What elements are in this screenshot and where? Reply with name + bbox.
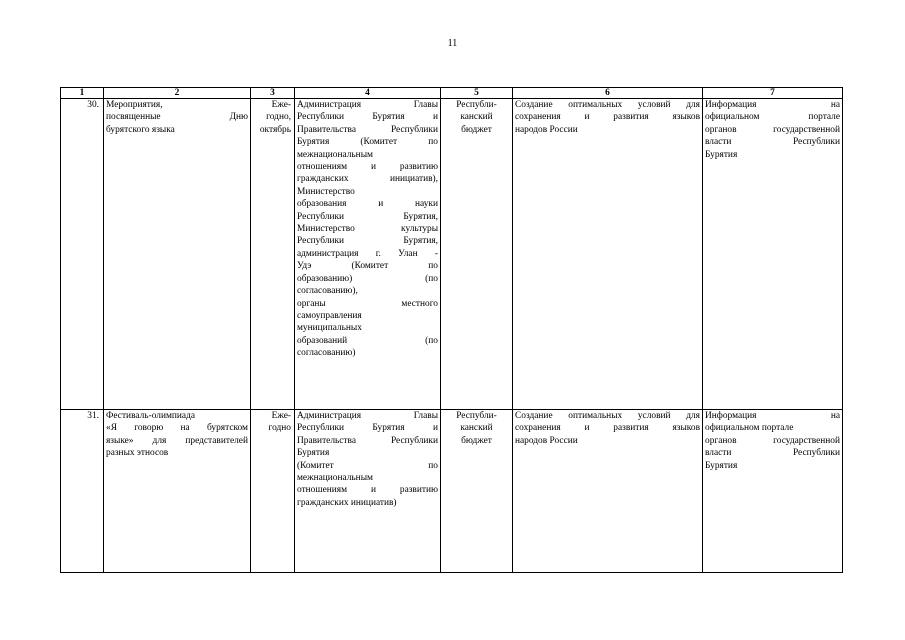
executors-line: Администрация Главы bbox=[297, 100, 438, 110]
executors-line: Удэ (Комитет по bbox=[297, 261, 438, 272]
executors-line: гражданских инициатив) bbox=[297, 497, 397, 508]
info-cell bbox=[703, 410, 843, 573]
funding-line: канский bbox=[460, 423, 493, 434]
event-line: Мероприятия, bbox=[106, 100, 163, 110]
executors-line: согласованию), bbox=[297, 286, 358, 297]
executors-line: Республики Бурятия и bbox=[297, 423, 438, 434]
column-header: 5 bbox=[441, 88, 513, 99]
executors-line: Правительства Республики bbox=[297, 435, 438, 446]
period-cell bbox=[251, 99, 295, 410]
measures-table bbox=[60, 87, 843, 573]
executors-line: отношениям и развитию bbox=[297, 162, 438, 173]
event-line: «Я говорю на бурятском bbox=[106, 423, 248, 434]
executors-line: согласованию) bbox=[297, 348, 356, 359]
event-line: Фестиваль-олимпиада bbox=[106, 411, 196, 421]
executors-line: образования и науки bbox=[297, 199, 438, 210]
info-cell bbox=[703, 99, 843, 410]
table-row bbox=[61, 410, 843, 573]
goal-line: народов России bbox=[515, 124, 578, 135]
executors-line: муниципальных bbox=[297, 323, 362, 334]
executors-line: межнациональным bbox=[297, 149, 373, 160]
goal-line: народов России bbox=[515, 435, 578, 446]
period-line: годно, bbox=[266, 112, 291, 123]
funding-line: бюджет bbox=[461, 124, 492, 135]
executors-line: отношениям и развитию bbox=[297, 485, 438, 496]
executors-line: Министерство bbox=[297, 186, 355, 197]
period-line: годно bbox=[268, 423, 291, 434]
goal-line: сохранения и развития языков bbox=[515, 423, 700, 434]
executors-line: самоуправления bbox=[297, 310, 362, 321]
event-line: посвященные Дню bbox=[106, 112, 248, 123]
funding-source-cell bbox=[441, 99, 513, 410]
info-line: Информация на bbox=[705, 100, 840, 110]
row-number-cell: 30. bbox=[61, 99, 104, 410]
info-line: Бурятия bbox=[705, 460, 738, 471]
info-line: официальном портале bbox=[705, 112, 840, 123]
executors-line: образованию) (по bbox=[297, 273, 438, 284]
event-cell bbox=[104, 99, 251, 410]
funding-line: Республи- bbox=[456, 411, 497, 421]
info-line: Информация на bbox=[705, 411, 840, 421]
info-line: власти Республики bbox=[705, 448, 840, 459]
header-row bbox=[61, 88, 843, 99]
executors-line: органы местного bbox=[297, 298, 438, 309]
executors-line: Бурятия (Комитет по bbox=[297, 137, 438, 148]
column-header: 1 bbox=[61, 88, 104, 99]
goal-line: сохранения и развития языков bbox=[515, 112, 700, 123]
info-line: официальном портале bbox=[705, 423, 794, 434]
funding-line: Республи- bbox=[456, 100, 497, 110]
period-line: Еже- bbox=[271, 100, 291, 110]
info-line: власти Республики bbox=[705, 137, 840, 148]
column-header: 3 bbox=[251, 88, 295, 99]
executors-cell bbox=[295, 410, 441, 573]
column-header: 6 bbox=[513, 88, 703, 99]
executors-line: Республики Бурятия, bbox=[297, 236, 438, 247]
period-line: Еже- bbox=[271, 411, 291, 421]
goal-cell bbox=[513, 410, 703, 573]
info-line: органов государственной bbox=[705, 124, 840, 135]
column-header: 4 bbox=[295, 88, 441, 99]
event-line: языке» для представителей bbox=[106, 435, 248, 446]
goal-line: Создание оптимальных условий для bbox=[515, 100, 700, 110]
executors-cell bbox=[295, 99, 441, 410]
event-line: бурятского языка bbox=[106, 124, 175, 135]
goal-cell bbox=[513, 99, 703, 410]
page-number: 11 bbox=[447, 38, 458, 49]
executors-line: гражданских инициатив), bbox=[297, 174, 438, 185]
executors-line: Республики Бурятия, bbox=[297, 211, 438, 222]
executors-line: Министерство культуры bbox=[297, 224, 438, 235]
period-line: октябрь bbox=[259, 124, 291, 135]
event-cell bbox=[104, 410, 251, 573]
executors-line: межнациональным bbox=[297, 473, 373, 484]
info-line: органов государственной bbox=[705, 435, 840, 446]
info-line: Бурятия bbox=[705, 149, 738, 160]
goal-line: Создание оптимальных условий для bbox=[515, 411, 700, 421]
executors-line: Республики Бурятия и bbox=[297, 112, 438, 123]
funding-source-cell bbox=[441, 410, 513, 573]
table-row bbox=[61, 99, 843, 410]
executors-line: администрация г. Улан - bbox=[297, 248, 438, 259]
executors-line: Правительства Республики bbox=[297, 124, 438, 135]
row-number-cell: 31. bbox=[61, 410, 104, 573]
funding-line: бюджет bbox=[461, 435, 492, 446]
event-line: разных этносов bbox=[106, 448, 169, 459]
period-cell bbox=[251, 410, 295, 573]
executors-line: (Комитет по bbox=[297, 460, 438, 471]
funding-line: канский bbox=[460, 112, 493, 123]
column-header: 7 bbox=[703, 88, 843, 99]
executors-line: Администрация Главы bbox=[297, 411, 438, 421]
executors-line: образований (по bbox=[297, 335, 438, 346]
column-header: 2 bbox=[104, 88, 251, 99]
executors-line: Бурятия bbox=[297, 448, 330, 459]
